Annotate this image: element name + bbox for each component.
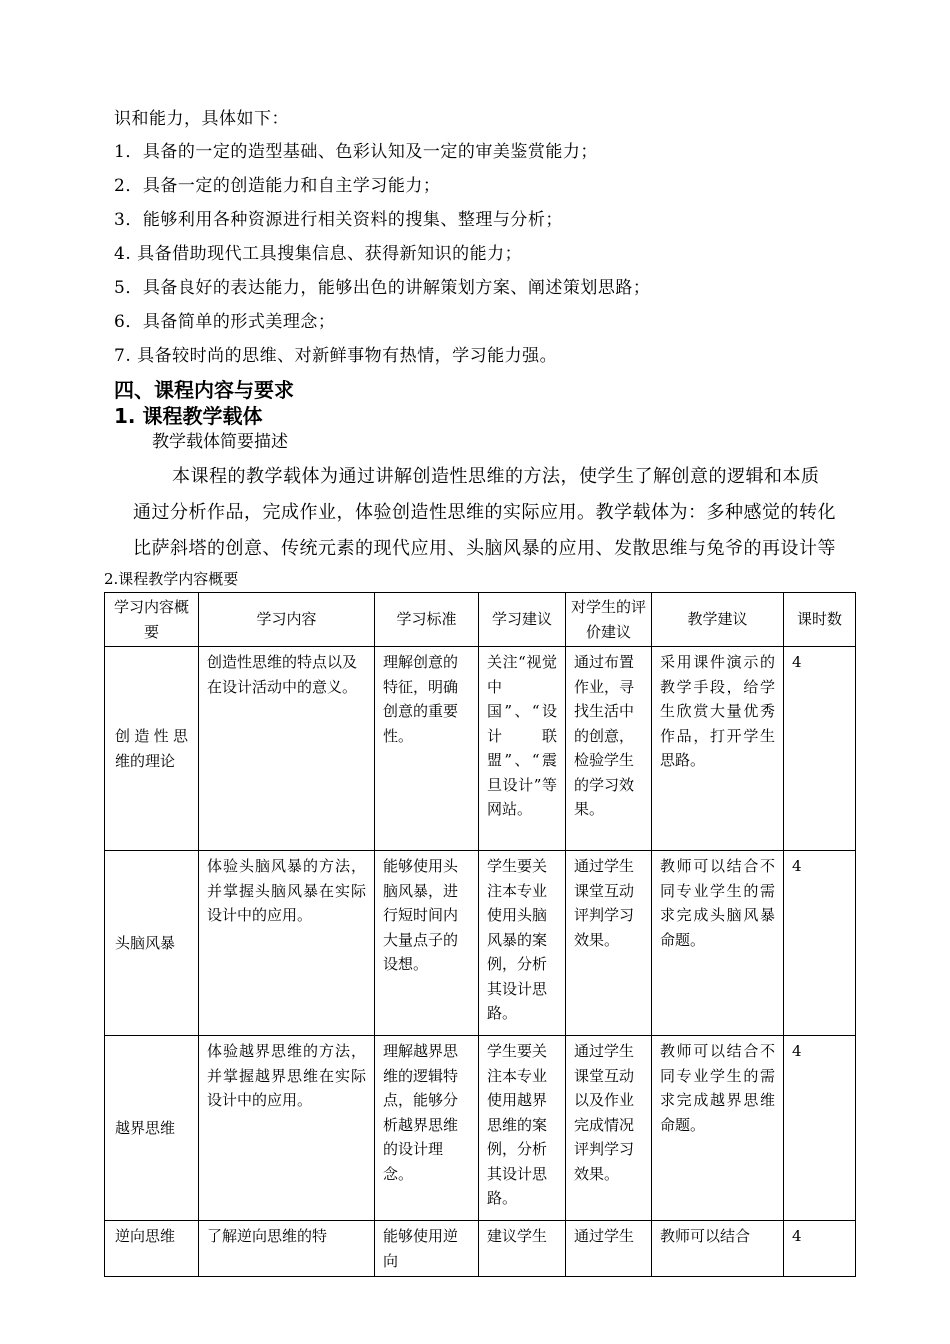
column-header: 课时数 [784, 593, 856, 647]
column-header: 学习内容 [199, 593, 375, 647]
column-header: 学习建议 [479, 593, 566, 647]
content-cell: 体验头脑风暴的方法，并掌握头脑风暴在实际设计中的应用。 [199, 851, 375, 1036]
column-header: 对学生的评价建议 [566, 593, 652, 647]
ability-item: 3．能够利用各种资源进行相关资料的搜集、整理与分析； [114, 210, 563, 230]
evaluation-cell: 通过学生 [566, 1221, 652, 1277]
hours-cell: 4 [784, 1221, 856, 1277]
topic-cell: 越界思维 [105, 1036, 199, 1221]
ability-item: 2．具备一定的创造能力和自主学习能力； [114, 176, 441, 196]
column-header: 教学建议 [652, 593, 784, 647]
standard-cell: 能够使用逆向 [375, 1221, 479, 1277]
table-row [105, 1221, 856, 1277]
table-row [105, 647, 856, 851]
teaching-cell: 教师可以结合不同专业学生的需求完成越界思维命题。 [652, 1036, 784, 1221]
hours-cell: 4 [784, 647, 856, 851]
evaluation-cell: 通过布置作业，寻找生活中的创意，检验学生的学习效果。 [566, 647, 652, 851]
hours-cell: 4 [784, 1036, 856, 1221]
table-caption: 2.课程教学内容概要 [104, 570, 239, 588]
content-cell: 创造性思维的特点以及在设计活动中的意义。 [199, 647, 375, 851]
table-header-row [105, 593, 856, 647]
ability-item: 5．具备良好的表达能力，能够出色的讲解策划方案、阐述策划思路； [114, 278, 651, 298]
teaching-cell: 教师可以结合不同专业学生的需求完成头脑风暴命题。 [652, 851, 784, 1036]
topic-cell: 创造性思维的理论 [105, 647, 199, 851]
content-cell: 体验越界思维的方法，并掌握越界思维在实际设计中的应用。 [199, 1036, 375, 1221]
paragraph-line: 通过分析作品，完成作业，体验创造性思维的实际应用。教学载体为：多种感觉的转化 [133, 502, 836, 523]
column-header: 学习内容概要 [105, 593, 199, 647]
table-row [105, 851, 856, 1036]
subsection-title: 1. 课程教学载体 [114, 404, 263, 428]
advice-cell: 学生要关注本专业使用头脑风暴的案例，分析其设计思路。 [479, 851, 566, 1036]
advice-cell: 建议学生 [479, 1221, 566, 1277]
standard-cell: 理解越界思维的逻辑特点，能够分析越界思维的设计理念。 [375, 1036, 479, 1221]
paragraph-line: 比萨斜塔的创意、传统元素的现代应用、头脑风暴的应用、发散思维与兔爷的再设计等 [133, 538, 836, 559]
advice-cell: 学生要关注本专业使用越界思维的案例，分析其设计思路。 [479, 1036, 566, 1221]
table-row [105, 1036, 856, 1221]
evaluation-cell: 通过学生课堂互动评判学习效果。 [566, 851, 652, 1036]
section-title: 四、课程内容与要求 [114, 378, 294, 402]
paragraph-line: 本课程的教学载体为通过讲解创造性思维的方法，使学生了解创意的逻辑和本质 [172, 466, 820, 487]
topic-cell: 逆向思维 [105, 1221, 199, 1277]
carrier-label: 教学载体简要描述 [152, 432, 288, 452]
teaching-cell: 教师可以结合 [652, 1221, 784, 1277]
ability-item: 1．具备的一定的造型基础、色彩认知及一定的审美鉴赏能力； [114, 142, 598, 162]
ability-item: 7. 具备较时尚的思维、对新鲜事物有热情，学习能力强。 [114, 346, 558, 366]
intro-line: 识和能力，具体如下： [114, 109, 289, 129]
evaluation-cell: 通过学生课堂互动以及作业完成情况评判学习效果。 [566, 1036, 652, 1221]
column-header: 学习标准 [375, 593, 479, 647]
standard-cell: 理解创意的特征，明确创意的重要性。 [375, 647, 479, 851]
ability-item: 6．具备简单的形式美理念； [114, 312, 336, 332]
ability-item: 4. 具备借助现代工具搜集信息、获得新知识的能力； [114, 244, 523, 264]
course-content-table [104, 592, 856, 1277]
advice-cell: 关注“视觉中国”、“设计联盟”、“震旦设计”等网站。 [479, 647, 566, 851]
topic-cell: 头脑风暴 [105, 851, 199, 1036]
teaching-cell: 采用课件演示的教学手段，给学生欣赏大量优秀作品，打开学生思路。 [652, 647, 784, 851]
standard-cell: 能够使用头脑风暴，进行短时间内大量点子的设想。 [375, 851, 479, 1036]
content-cell: 了解逆向思维的特 [199, 1221, 375, 1277]
hours-cell: 4 [784, 851, 856, 1036]
